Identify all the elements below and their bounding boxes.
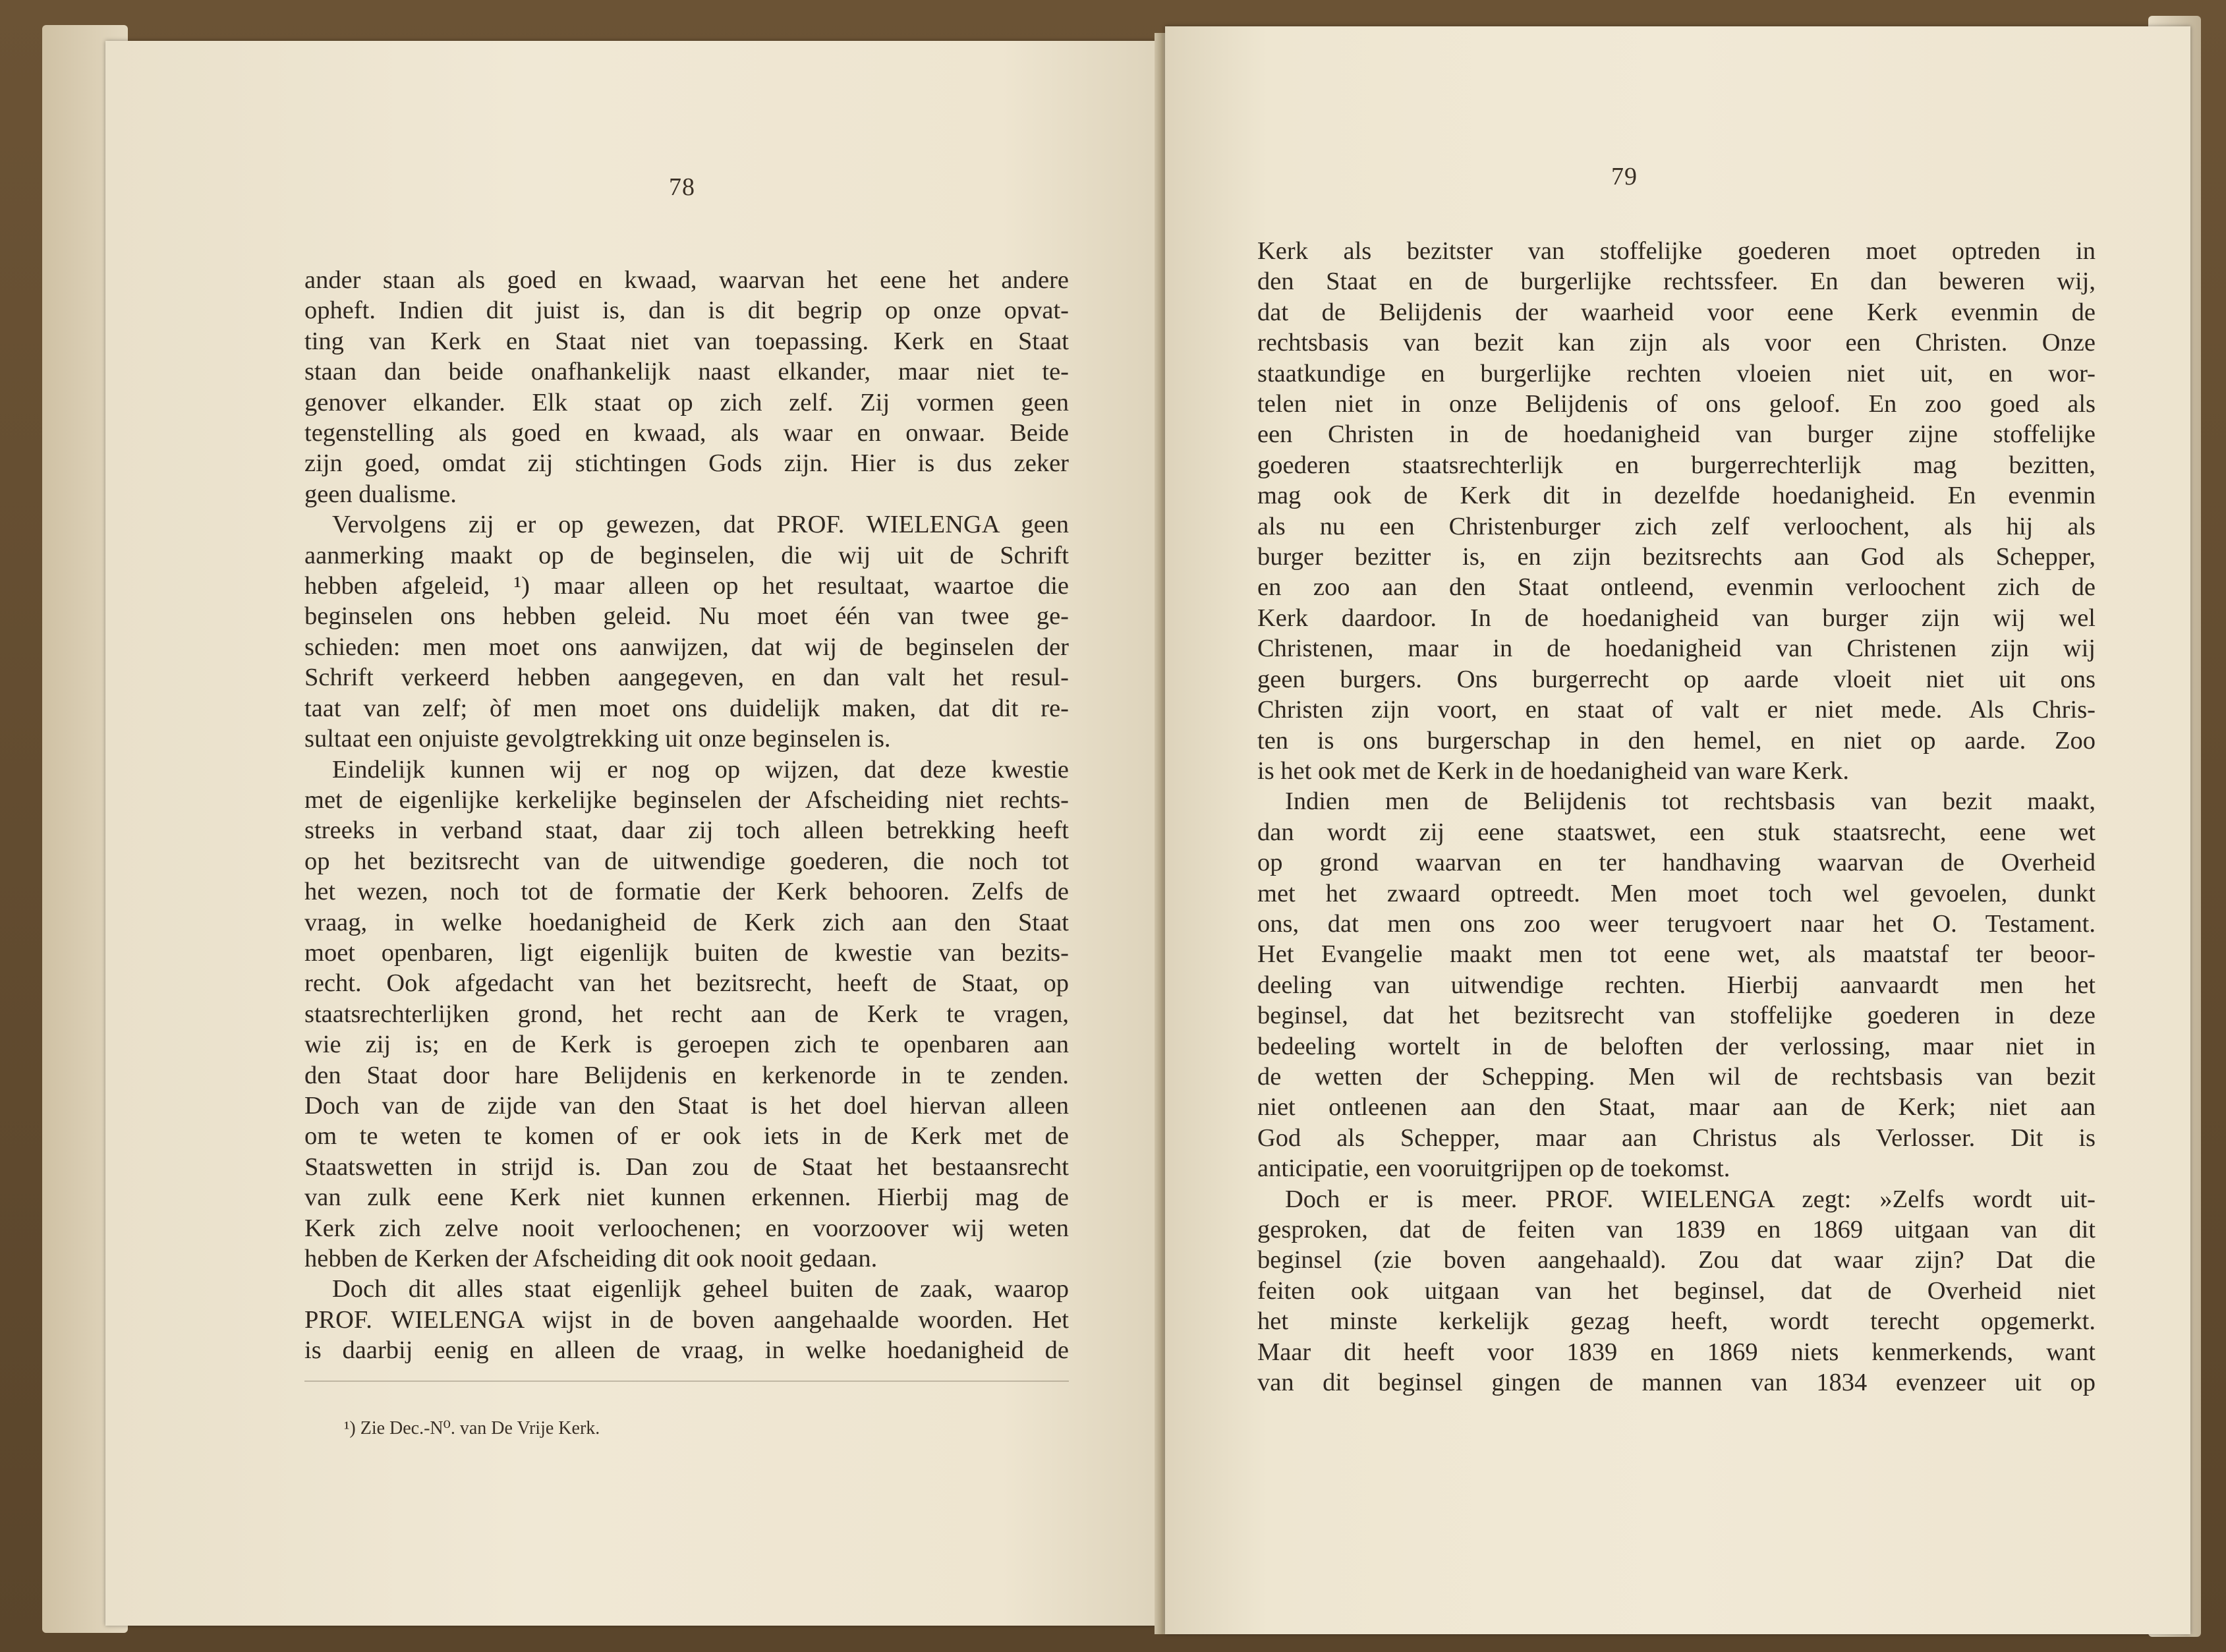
footnote: ¹) Zie Dec.-N⁰. van De Vrije Kerk. xyxy=(344,1418,600,1438)
text-line: beginsel, dat het bezitsrecht van stoffelijke goederen in deze xyxy=(1257,1002,2096,1030)
text-line: God als Schepper, maar aan Christus als Verlosser. Dit is xyxy=(1257,1124,2096,1152)
text-line: aanmerking maakt op de beginselen, die wij uit de Schrift xyxy=(304,541,1069,569)
right-page xyxy=(1165,26,2190,1634)
text-line: van zulk eene Kerk niet kunnen erkennen. Hierbij mag de xyxy=(304,1183,1069,1212)
footnote-rule xyxy=(304,1381,1069,1382)
text-line: geen burgers. Ons burgerrecht op aarde vloeit niet uit ons xyxy=(1257,665,2096,693)
text-line: zijn goed, omdat zij stichtingen Gods zijn. Hier is dus zeker xyxy=(304,449,1069,478)
text-line: vraag, in welke hoedanigheid de Kerk zich aan den Staat xyxy=(304,908,1069,936)
text-line: mag ook de Kerk dit in dezelfde hoedanigheid. En evenmin xyxy=(1257,482,2096,510)
text-line: het minste kerkelijk gezag heeft, wordt terecht opgemerkt. xyxy=(1257,1307,2096,1336)
text-line: met de eigenlijke kerkelijke beginselen der Afscheiding niet rechts- xyxy=(304,785,1069,814)
text-line: taat van zelf; òf men moet ons duidelijk maken, dat dit re- xyxy=(304,694,1069,722)
text-line: beginselen ons hebben geleid. Nu moet één van twee ge- xyxy=(304,602,1069,631)
text-line: PROF. WIELENGA wijst in de boven aangehaalde woorden. Het xyxy=(304,1305,1069,1334)
text-line: den Staat en de burgerlijke rechtssfeer. En dan beweren wij, xyxy=(1257,268,2096,296)
text-line: wie zij is; en de Kerk is geroepen zich te openbaren aan xyxy=(304,1031,1069,1059)
text-line: tegenstelling als goed en kwaad, als waar en onwaar. Beide xyxy=(304,419,1069,447)
text-line: Staatswetten in strijd is. Dan zou de Staat het bestaansrecht xyxy=(304,1153,1069,1181)
left-page-number: 78 xyxy=(669,173,695,201)
right-page-body xyxy=(1257,236,2096,1398)
text-line: als nu een Christenburger zich zelf verloochent, als hij als xyxy=(1257,512,2096,540)
text-line: de wetten der Schepping. Men wil de rechtsbasis van bezit xyxy=(1257,1062,2096,1091)
text-line: hebben afgeleid, ¹) maar alleen op het resultaat, waartoe die xyxy=(304,572,1069,600)
text-line: Kerk als bezitster van stoffelijke goederen moet optreden in xyxy=(1257,237,2096,265)
text-line: genover elkander. Elk staat op zich zelf. Zij vormen geen xyxy=(304,388,1069,416)
text-line: dan wordt zij eene staatswet, een stuk staatsrecht, eene wet xyxy=(1257,818,2096,846)
text-line: Maar dit heeft voor 1839 en 1869 niets kenmerkends, want xyxy=(1257,1338,2096,1366)
left-page-body xyxy=(304,265,1069,1366)
text-line: recht. Ook afgedacht van het bezitsrecht, heeft de Staat, op xyxy=(304,969,1069,998)
text-line: Christen zijn voort, en staat of valt er niet mede. Als Chris- xyxy=(1257,696,2096,724)
text-line: sultaat een onjuiste gevolgtrekking uit onze beginselen is. xyxy=(304,725,891,753)
left-page xyxy=(105,41,1160,1626)
text-line: ten is ons burgerschap in den hemel, en niet op aarde. Zoo xyxy=(1257,726,2096,755)
text-line: Indien men de Belijdenis tot rechtsbasis van bezit maakt, xyxy=(1285,787,2096,816)
text-line: met het zwaard optreedt. Men moet toch wel gevoelen, dunkt xyxy=(1257,879,2096,907)
text-line: Eindelijk kunnen wij er nog op wijzen, dat deze kwestie xyxy=(332,755,1069,783)
text-line: goederen staatsrechterlijk en burgerrechterlijk mag bezitten, xyxy=(1257,451,2096,479)
text-line: het wezen, noch tot de formatie der Kerk behooren. Zelfs de xyxy=(304,878,1069,906)
text-line: ons, dat men ons zoo weer terugvoert naar het O. Testament. xyxy=(1257,909,2096,938)
text-line: Vervolgens zij er op gewezen, dat PROF. WIELENGA geen xyxy=(332,511,1069,539)
text-line: gesproken, dat de feiten van 1839 en 1869 uitgaan van dit xyxy=(1257,1216,2096,1243)
text-line: Doch dit alles staat eigenlijk geheel buiten de zaak, waarop xyxy=(332,1275,1069,1303)
text-line: niet ontleenen aan den Staat, maar aan de Kerk; niet aan xyxy=(1257,1093,2096,1122)
text-line: Christenen, maar in de hoedanigheid van Christenen zijn wij xyxy=(1257,635,2096,663)
text-line: staatkundige en burgerlijke rechten vloeien niet uit, en wor- xyxy=(1257,359,2096,387)
text-line: anticipatie, een vooruitgrijpen op de toekomst. xyxy=(1257,1154,1730,1183)
text-line: telen niet in onze Belijdenis of ons geloof. En zoo goed als xyxy=(1257,390,2096,418)
text-line: feiten ook uitgaan van het beginsel, dat de Overheid niet xyxy=(1257,1276,2096,1305)
text-line: Kerk daardoor. In de hoedanigheid van burger zijn wij wel xyxy=(1257,604,2096,632)
text-line: dat de Belijdenis der waarheid voor eene Kerk evenmin de xyxy=(1257,298,2096,326)
text-line: Schrift verkeerd hebben aangegeven, en dan valt het resul- xyxy=(304,664,1069,692)
text-line: is het ook met de Kerk in de hoedanigheid van ware Kerk. xyxy=(1257,756,1850,785)
text-line: ting van Kerk en Staat niet van toepassing. Kerk en Staat xyxy=(304,327,1069,355)
text-line: hebben de Kerken der Afscheiding dit ook nooit gedaan. xyxy=(304,1245,878,1272)
text-line: staatsrechterlijken grond, het recht aan de Kerk te vragen, xyxy=(304,1000,1069,1028)
text-line: een Christen in de hoedanigheid van burger zijne stoffelijke xyxy=(1257,420,2096,449)
text-line: geen dualisme. xyxy=(304,480,457,508)
text-line: streeks in verband staat, daar zij toch alleen betrekking heeft xyxy=(304,816,1069,845)
text-line: opheft. Indien dit juist is, dan is dit begrip op onze opvat- xyxy=(304,297,1069,325)
text-line: den Staat door hare Belijdenis en kerkenorde in te zenden. xyxy=(304,1061,1069,1089)
text-line: Kerk zich zelve nooit verloochenen; en voorzoover wij weten xyxy=(304,1214,1069,1242)
text-line: rechtsbasis van bezit kan zijn als voor een Christen. Onze xyxy=(1257,329,2096,357)
text-line: Het Evangelie maakt men tot eene wet, als maatstaf ter beoor- xyxy=(1257,940,2096,969)
text-line: Doch van de zijde van den Staat is het doel hiervan alleen xyxy=(304,1091,1069,1120)
text-line: deeling van uitwendige rechten. Hierbij aanvaardt men het xyxy=(1257,971,2096,999)
text-line: op het bezitsrecht van de uitwendige goederen, die noch tot xyxy=(304,847,1069,875)
text-line: staan dan beide onafhankelijk naast elkander, maar niet te- xyxy=(304,358,1069,386)
text-line: ander staan als goed en kwaad, waarvan het eene het andere xyxy=(304,266,1069,294)
text-line: beginsel (zie boven aangehaald). Zou dat waar zijn? Dat die xyxy=(1257,1246,2096,1274)
text-line: is daarbij eenig en alleen de vraag, in welke hoedanigheid de xyxy=(304,1336,1069,1365)
text-line: en zoo aan den Staat ontleend, evenmin verloochent zich de xyxy=(1257,573,2096,602)
text-line: bedeeling wortelt in de beloften der verlossing, maar niet in xyxy=(1257,1032,2096,1060)
text-line: op grond waarvan en ter handhaving waarvan de Overheid xyxy=(1257,849,2096,877)
text-line: Doch er is meer. PROF. WIELENGA zegt: »Zelfs wordt uit- xyxy=(1285,1185,2096,1213)
right-page-number: 79 xyxy=(1611,163,1638,190)
text-line: burger bezitter is, en zijn bezitsrechts aan God als Schepper, xyxy=(1257,543,2096,571)
text-line: om te weten te komen of er ook iets in de Kerk met de xyxy=(304,1122,1069,1151)
text-line: schieden: men moet ons aanwijzen, dat wij de beginselen der xyxy=(304,633,1069,661)
text-line: van dit beginsel gingen de mannen van 1834 evenzeer uit op xyxy=(1257,1369,2096,1397)
text-line: moet openbaren, ligt eigenlijk buiten de kwestie van bezits- xyxy=(304,938,1069,967)
